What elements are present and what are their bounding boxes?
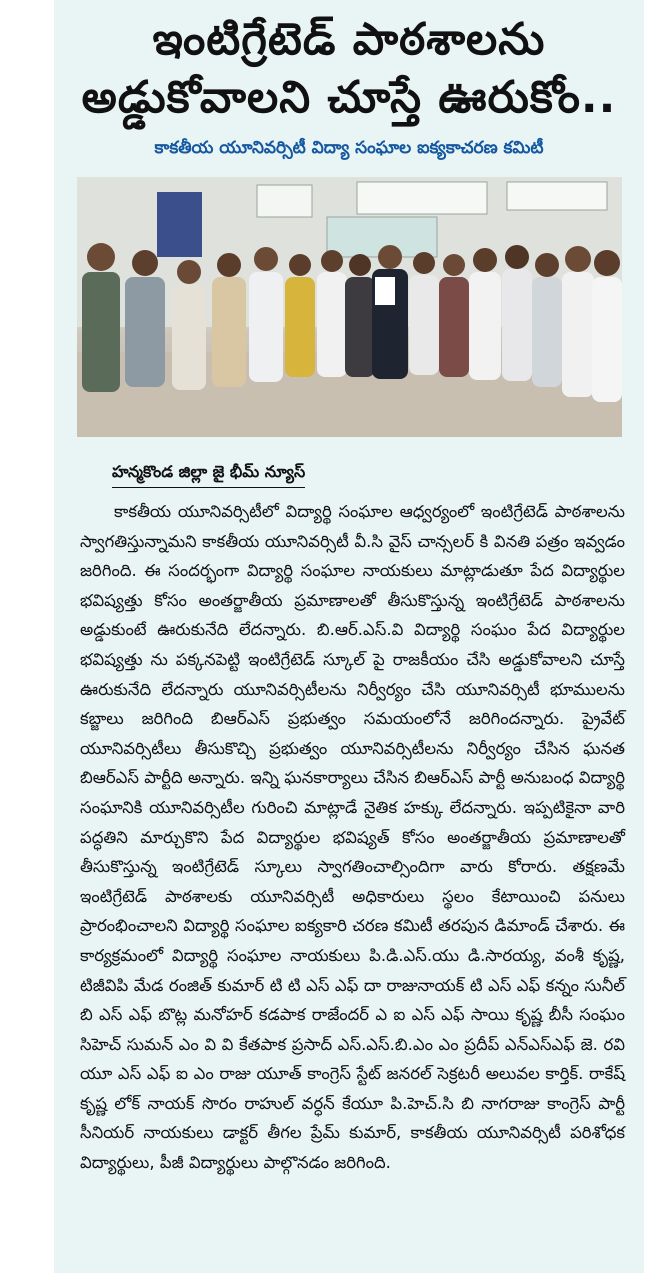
dateline: హన్మకొండ జిల్లా జై భీమ్ న్యూస్ — [112, 462, 305, 488]
article-body: కాకతీయ యూనివర్సిటీలో విద్యార్థి సంఘాల ఆధ్వర్యంలో ఇంటిగ్రేటెడ్ పాఠశాలను స్వాగతిస్తున్నామని కాకతీయ యూనివర్సిటీ వీ.సి వైస్ చాన్సలర్ కి వినతి పత్రం ఇవ్వడం జరిగింది. ఈ సందర్భంగా విద్యార్థి సంఘాల నాయకులు మాట్లాడుతూ పేద విద్యార్థుల భవిష్యత్తు కోసం అంతర్జాతీయ ప్రమాణాలతో తీసుకొస్తున్న ఇంటిగ్రేటెడ్ పాఠశాలను అడ్డుకుంటే ఊరుకునేది లేదన్నారు. బి.ఆర్.ఎస్.వి విద్యార్థి సంఘం పేద విద్యార్థుల భవిష్యత్తు ను పక్కనపెట్టి ఇంటిగ్రేటెడ్ స్కూల్ పై రాజకీయం చేసి అడ్డుకోవాలని చూస్తే ఊరుకునేది లేదన్నారు యూనివర్సిటీలను నిర్వీర్యం చేసి యూనివర్సిటీ భూములను కబ్జాలు జరిగింది బిఆర్ఎస్ ప్రభుత్వం సమయంలోనే జరిగిందన్నారు. ప్రైవేట్ యూనివర్సిటీలు తీసుకొచ్చి ప్రభుత్వం యూనివర్సిటీలను నిర్వీర్యం చేసిన ఘనత బిఆర్ఎస్ పార్టీది అన్నారు. ఇన్ని ఘనకార్యాలు చేసిన బిఆర్ఎస్ పార్టీ అనుబంధ విద్యార్థి సంఘానికి యూనివర్సిటీల గురించి మాట్లాడే నైతిక హక్కు లేదన్నారు. ఇప్పటికైనా వారి పద్ధతిని మార్చుకొని పేద విద్యార్థుల భవిష్యత్ కోసం అంతర్జాతీయ ప్రమాణాలతో తీసుకొస్తున్న ఇంటిగ్రేటెడ్ స్కూలు స్వాగతించాల్సిందిగా వారు కోరారు. తక్షణమే ఇంటిగ్రేటెడ్ పాఠశాలకు యూనివర్సిటీ అధికారులు స్థలం కేటాయించి పనులు ప్రారంభించాలని విద్యార్థి సంఘాల ఐక్యకారి చరణ కమిటీ తరపున డిమాండ్ చేశారు. ఈ కార్యక్రమంలో విద్యార్థి సంఘాల నాయకులు పి.డి.ఎస్.యు డి.సారయ్య, వంశీ కృష్ణ, టిజీవిపి మేడ రంజిత్ కుమార్ టి టి ఎస్ ఎఫ్ దా రాజునాయక్ టి ఎస్ ఎఫ్ కన్నం సునీల్ బి ఎస్ ఎఫ్ బొట్ల మనోహర్ కడపాక రాజేందర్ ఎ ఐ ఎస్ ఎఫ్ సాయి కృష్ణ బీసీ సంఘం సిహెచ్ సుమన్ ఎం వి వి కేతపాక ప్రసాద్ ఎస్.ఎస్.బి.ఎం ఎం ప్రదీప్ ఎన్ఎస్ఎఫ్ జె. రవి యూ ఎస్ ఎఫ్ ఐ ఎం రాజు యూత్ కాంగ్రెస్ స్టేట్ జనరల్ సెక్రటరీ అలువల కార్తిక్. రాకేష్ కృష్ణ లోక్ నాయక్ సొరం రాహుల్ వర్ధన్ కేయూ పి.హెచ్.సి బి నాగరాజు కాంగ్రెస్ పార్టీ సీనియర్ నాయకులు డాక్టర్ తీగల ప్రేమ్ కుమార్, కాకతీయ యూనివర్సిటీ పరిశోధక విద్యార్థులు, పీజీ విద్యార్థులు పాల్గొనడం జరిగింది. — [80, 502, 625, 1173]
subheadline: కాకతీయ యూనివర్సిటీ విద్యా సంఘాల ఐక్యకాచరణ కమిటీ — [154, 138, 544, 158]
notice-board — [157, 192, 202, 257]
group-photo-illustration — [77, 177, 622, 437]
headline-line-2: అడ్డుకోవాలని చూస్తే ఊరుకోం.. — [81, 72, 617, 123]
memorandum-paper — [375, 277, 395, 305]
news-photo — [77, 177, 622, 437]
headline-line-1: ఇంటిగ్రేటెడ్ పాఠశాలను — [152, 14, 546, 65]
